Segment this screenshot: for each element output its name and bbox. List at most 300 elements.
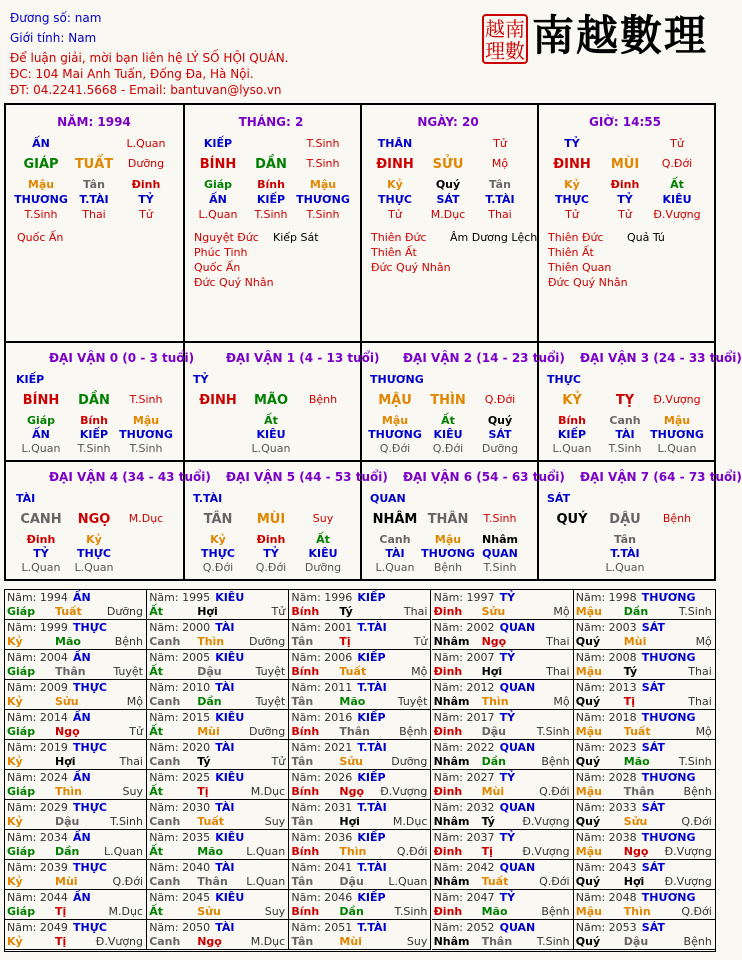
year-god: TỶ (499, 771, 516, 784)
year-can: Quý (575, 875, 601, 888)
year-can: Ất (149, 905, 163, 918)
year-can: Quý (575, 815, 601, 828)
year-chi: Mão (197, 845, 224, 858)
year-label: Năm: 2007 (433, 651, 495, 664)
year-star: Bệnh (683, 935, 712, 948)
year-god: THỰC (73, 681, 107, 694)
year-label: Năm: 2002 (433, 621, 495, 634)
year-can: Bính (291, 845, 320, 858)
dai-van-sub-star: L.Quan (552, 442, 592, 455)
year-cell (5, 890, 147, 920)
year-chi: Thân (197, 875, 228, 888)
year-star: Đ.Vượng (95, 935, 143, 948)
year-chi: Hợi (197, 605, 218, 618)
year-can: Đinh (433, 665, 463, 678)
dai-van-sub-star: Q.Đới (379, 442, 411, 455)
year-god: ẤN (73, 771, 91, 784)
year-label: Năm: 2034 (7, 831, 68, 844)
pillar-top-god: KIẾP (203, 137, 233, 150)
year-cell (147, 770, 289, 800)
year-label: Năm: 2041 (291, 861, 353, 874)
year-can: Giáp (7, 725, 36, 738)
pillar-hidden-stem: Giáp (203, 178, 233, 191)
dai-van-title: ĐẠI VẬN 1 (4 - 13 tuổi) (226, 351, 380, 365)
year-star: Thai (688, 695, 712, 708)
year-god: TÀI (215, 861, 235, 874)
dai-van-hidden-god: THƯƠNG (368, 428, 422, 441)
year-can: Quý (575, 755, 601, 768)
year-cell (289, 620, 431, 650)
year-cell (5, 860, 147, 890)
pillar-top-right: Tử (670, 137, 684, 150)
year-chi: Dần (623, 605, 649, 618)
dai-van-chi: THÌN (430, 393, 466, 408)
year-chi: Thân (339, 725, 370, 738)
year-star: Q.Đới (681, 815, 712, 828)
year-chi: Tị (623, 695, 636, 708)
year-star: Suy (264, 815, 286, 828)
year-star: Tử (271, 605, 286, 618)
year-star: T.Sinh (678, 605, 712, 618)
year-god: KIẾP (357, 591, 386, 604)
dai-van-hidden-god: THƯƠNG (421, 547, 475, 560)
year-star: L.Quan (104, 845, 143, 858)
year-star: Bệnh (399, 725, 428, 738)
pillar-can: ĐINH (553, 157, 591, 172)
year-star: Suy (264, 905, 286, 918)
year-god: THƯƠNG (641, 831, 696, 844)
dai-van-chi: NGỌ (77, 512, 111, 527)
year-god: TỶ (499, 591, 516, 604)
gender-line: Giới tính: Nam (10, 31, 97, 45)
year-god: SÁT (641, 741, 665, 754)
year-chi: Dậu (623, 935, 649, 948)
pillar-sub-star: T.Sinh (24, 208, 58, 221)
year-can: Tân (291, 635, 314, 648)
year-cell (147, 920, 289, 950)
year-god: THỰC (73, 741, 107, 754)
year-cell (574, 920, 716, 950)
year-star: Bệnh (114, 635, 143, 648)
year-god: QUAN (499, 681, 536, 694)
pillar-hidden-stem: Mậu (309, 178, 337, 191)
year-label: Năm: 2033 (575, 801, 637, 814)
year-can: Kỷ (7, 635, 23, 648)
pillar-title: GIỜ: 14:55 (589, 115, 661, 129)
year-can: Nhâm (433, 755, 470, 768)
year-label: Năm: 1998 (575, 591, 637, 604)
year-cell (5, 680, 147, 710)
year-star: Thai (546, 635, 570, 648)
year-chi: Tuất (623, 725, 651, 738)
dai-van-hidden-god: SÁT (488, 428, 512, 441)
dai-van-hidden-stem: Đinh (256, 533, 286, 546)
year-cell (574, 800, 716, 830)
year-god: TỶ (499, 831, 516, 844)
year-cell (289, 920, 431, 950)
year-chi: Thìn (623, 905, 651, 918)
year-chi: Thìn (481, 695, 509, 708)
year-cell (289, 800, 431, 830)
year-god: KIÊU (215, 831, 245, 844)
year-god: ẤN (73, 711, 91, 724)
dai-van-hidden-god: TỶ (263, 547, 279, 560)
dai-van-can: TÂN (203, 512, 233, 527)
year-cell (432, 680, 574, 710)
year-god: THỰC (73, 861, 107, 874)
year-can: Đinh (433, 845, 463, 858)
year-label: Năm: 2053 (575, 921, 637, 934)
pillar-hidden-god: THƯƠNG (14, 193, 68, 206)
year-label: Năm: 2049 (7, 921, 68, 934)
year-chi: Ngọ (481, 635, 507, 648)
year-label: Năm: 2009 (7, 681, 68, 694)
year-god: KIÊU (215, 771, 245, 784)
year-can: Giáp (7, 845, 36, 858)
year-god: THƯƠNG (641, 591, 696, 604)
pillar-can: ĐINH (376, 157, 414, 172)
pillar-top-right: L.Quan (126, 137, 166, 150)
dai-van-chi: MÙI (256, 512, 286, 527)
dai-van-hidden-stem: Ất (316, 533, 330, 546)
dai-van-hidden-god: KIÊU (256, 428, 286, 441)
dai-van-hidden-stem: Ất (441, 414, 455, 427)
dai-van-hidden-god: THƯƠNG (650, 428, 704, 441)
year-chi: Thìn (55, 785, 82, 798)
pillar-hidden-god: THỰC (378, 193, 412, 206)
year-god: THỰC (73, 621, 107, 634)
year-star: Thai (119, 755, 143, 768)
year-star: Tử (129, 725, 143, 738)
year-can: Ất (149, 845, 163, 858)
year-god: ẤN (73, 831, 91, 844)
year-label: Năm: 2015 (149, 711, 211, 724)
pillar-top-right: Tử (493, 137, 507, 150)
year-chi: Tị (55, 935, 67, 948)
year-god: TÀI (215, 921, 235, 934)
dai-van-chi: TỴ (615, 393, 635, 408)
dai-van-god: TỶ (193, 373, 209, 386)
year-chi: Dậu (55, 815, 80, 828)
pillar-right-star: Dưỡng (127, 157, 165, 170)
dai-van-sub-star: Q.Đới (255, 561, 287, 574)
year-chi: Mùi (623, 635, 647, 648)
pillar-right-star: Mộ (491, 157, 509, 170)
year-god: TỶ (499, 711, 516, 724)
year-cell (147, 800, 289, 830)
year-star: L.Quan (246, 875, 286, 888)
year-can: Kỷ (7, 815, 23, 828)
year-god: KIẾP (357, 831, 386, 844)
year-label: Năm: 2035 (149, 831, 211, 844)
year-chi: Tuất (55, 605, 82, 618)
yearly-table (4, 589, 716, 952)
dai-van-title: ĐẠI VẬN 6 (54 - 63 tuổi) (403, 470, 565, 484)
pillar-extra-star: Đức Quý Nhân (371, 261, 451, 274)
year-cell (5, 740, 147, 770)
year-god: TÀI (215, 681, 235, 694)
logo-text: 南越數理 (532, 11, 709, 60)
dai-van-hidden-stem: Kỷ (210, 533, 226, 546)
dai-van-title: ĐẠI VẬN 5 (44 - 53 tuổi) (226, 470, 388, 484)
year-label: Năm: 2025 (149, 771, 211, 784)
year-can: Ất (149, 725, 163, 738)
pillar-extra-star: Nguyệt Đức (194, 231, 259, 244)
year-god: KIÊU (215, 891, 245, 904)
year-god: THƯƠNG (641, 891, 696, 904)
year-can: Tân (291, 875, 314, 888)
pillar-hidden-god: TỶ (138, 193, 154, 206)
year-star: Mộ (695, 725, 712, 738)
pillar-sub-star: Tử (565, 208, 579, 221)
year-star: Tuyệt (113, 665, 143, 678)
year-can: Kỷ (7, 695, 23, 708)
year-star: L.Quan (388, 875, 428, 888)
year-cell (5, 920, 147, 950)
dai-van-god: TÀI (16, 492, 36, 505)
pillar-hidden-stem: Ất (670, 178, 684, 191)
year-cell (147, 740, 289, 770)
year-can: Nhâm (433, 875, 470, 888)
year-chi: Mùi (197, 725, 220, 738)
dai-van-hidden-god: TỶ (33, 547, 49, 560)
year-can: Giáp (7, 665, 36, 678)
pillar-sub-star: Đ.Vượng (653, 208, 701, 221)
year-label: Năm: 1996 (291, 591, 353, 604)
dai-van-can: BÍNH (22, 393, 60, 408)
year-cell (574, 890, 716, 920)
dai-van-can: QUÝ (556, 512, 588, 527)
year-chi: Tị (481, 845, 493, 858)
pillar-sub-star: L.Quan (198, 208, 238, 221)
dai-van-star: M.Dục (128, 512, 164, 525)
year-chi: Sửu (339, 755, 363, 768)
year-can: Bính (291, 725, 320, 738)
dai-van-hidden-god: ẤN (32, 428, 50, 441)
year-chi: Hợi (55, 755, 76, 768)
dai-van-god: SÁT (547, 492, 571, 505)
year-chi: Tị (55, 905, 67, 918)
dai-van-hidden-god: THỰC (201, 547, 235, 560)
year-label: Năm: 2047 (433, 891, 495, 904)
dai-van-sub-star: T.Sinh (483, 561, 517, 574)
year-cell (147, 590, 289, 620)
year-label: Năm: 2014 (7, 711, 68, 724)
dai-van-sub-star: T.Sinh (608, 442, 642, 455)
year-god: SÁT (641, 681, 665, 694)
year-god: QUAN (499, 741, 536, 754)
dai-van-star: Q.Đới (484, 393, 516, 406)
year-chi: Dậu (481, 725, 506, 738)
year-can: Quý (575, 935, 601, 948)
year-star: Mộ (553, 605, 570, 618)
year-can: Bính (291, 785, 320, 798)
dai-van-sub-star: Q.Đới (202, 561, 234, 574)
pillar-extra-star: Thiên Ất (548, 246, 594, 259)
year-can: Canh (149, 755, 181, 768)
year-chi: Sửu (55, 695, 79, 708)
year-cell (147, 860, 289, 890)
pillar-grid (4, 103, 742, 581)
year-label: Năm: 2046 (291, 891, 353, 904)
year-label: Năm: 2027 (433, 771, 495, 784)
dai-van-hidden-god: KIÊU (308, 547, 338, 560)
year-label: Năm: 2021 (291, 741, 353, 754)
year-cell (432, 740, 574, 770)
pillar-chi: DẦN (255, 157, 287, 172)
year-cell (574, 650, 716, 680)
year-cell (432, 590, 574, 620)
year-cell (574, 860, 716, 890)
year-god: TỶ (499, 651, 516, 664)
year-cell (147, 680, 289, 710)
year-star: Tuyệt (397, 695, 428, 708)
year-chi: Thân (55, 665, 86, 678)
dai-van-sub-star: Bệnh (433, 561, 463, 574)
year-cell (5, 710, 147, 740)
year-can: Canh (149, 935, 181, 948)
pillar-sub-star: Thai (82, 208, 106, 221)
year-label: Năm: 2042 (433, 861, 495, 874)
year-star: M.Dục (250, 935, 286, 948)
year-can: Tân (291, 935, 314, 948)
dai-van-sub-star: L.Quan (21, 442, 61, 455)
dai-van-chi: DẬU (609, 512, 641, 527)
year-cell (5, 770, 147, 800)
year-star: T.Sinh (678, 755, 712, 768)
dai-van-can: MẬU (378, 393, 412, 408)
year-star: Q.Đới (681, 905, 712, 918)
year-cell (432, 890, 574, 920)
owner-name: Đương số: nam (10, 11, 102, 25)
year-can: Mậu (575, 785, 602, 798)
dai-van-sub-star: Dưỡng (304, 561, 342, 574)
year-cell (432, 770, 574, 800)
dai-van-hidden-stem: Mậu (663, 414, 691, 427)
year-cell (574, 740, 716, 770)
year-star: Thai (546, 665, 570, 678)
year-label: Năm: 1999 (7, 621, 68, 634)
year-cell (289, 860, 431, 890)
year-can: Canh (149, 695, 181, 708)
year-cell (432, 620, 574, 650)
year-god: SÁT (641, 921, 665, 934)
dai-van-hidden-god: THỰC (77, 547, 111, 560)
dai-van-hidden-god: KIẾP (79, 428, 109, 441)
dai-van-title: ĐẠI VẬN 3 (24 - 33 tuổi) (580, 351, 742, 365)
year-can: Quý (575, 695, 601, 708)
year-chi: Sửu (623, 815, 648, 828)
year-can: Giáp (7, 905, 36, 918)
year-cell (147, 830, 289, 860)
year-chi: Mùi (481, 785, 505, 798)
dai-van-hidden-stem: Mậu (381, 414, 409, 427)
year-can: Mậu (575, 605, 602, 618)
pillar-hidden-stem: Quý (435, 178, 461, 191)
year-label: Năm: 2043 (575, 861, 637, 874)
year-label: Năm: 2004 (7, 651, 68, 664)
pillar-hidden-stem: Kỷ (564, 178, 580, 191)
logo-seal: 越南 理數 (482, 14, 528, 64)
dai-van-hidden-stem: Tân (614, 533, 636, 546)
year-cell (289, 680, 431, 710)
year-cell (147, 650, 289, 680)
pillar-chi: SỬU (432, 157, 464, 172)
year-label: Năm: 2017 (433, 711, 495, 724)
pillar-hidden-god: T.TÀI (79, 193, 109, 206)
year-star: T.Sinh (536, 725, 570, 738)
pillar-hidden-god: KIẾP (256, 193, 286, 206)
pillar-hidden-god: ẤN (209, 193, 227, 206)
dai-van-title: ĐẠI VẬN 4 (34 - 43 tuổi) (49, 470, 211, 484)
year-chi: Mão (623, 755, 650, 768)
dai-van-sub-star: T.Sinh (129, 442, 163, 455)
dai-van-star: T.Sinh (483, 512, 517, 525)
year-star: Bệnh (541, 905, 570, 918)
year-star: T.Sinh (536, 935, 570, 948)
dai-van-hidden-god: TÀI (385, 547, 405, 560)
year-can: Mậu (575, 905, 602, 918)
year-chi: Tý (481, 815, 495, 828)
year-label: Năm: 2012 (433, 681, 495, 694)
year-chi: Dần (197, 695, 222, 708)
dai-van-hidden-stem: Canh (609, 414, 641, 427)
year-label: Năm: 2051 (291, 921, 353, 934)
dai-van-hidden-stem: Ất (264, 414, 278, 427)
year-label: Năm: 1997 (433, 591, 495, 604)
dai-van-hidden-stem: Mậu (434, 533, 462, 546)
year-chi: Hợi (339, 815, 360, 828)
year-star: Tuyệt (255, 665, 286, 678)
pillar-extra-star: Thiên Quan (548, 261, 612, 274)
year-god: T.TÀI (357, 921, 387, 934)
pillar-extra-star-2: Kiếp Sát (273, 231, 319, 244)
pillar-sub-star: Thai (488, 208, 512, 221)
year-god: KIẾP (357, 771, 386, 784)
address-line: ĐC: 104 Mai Anh Tuấn, Đống Đa, Hà Nội. (10, 67, 254, 81)
year-can: Kỷ (7, 755, 23, 768)
year-label: Năm: 2031 (291, 801, 353, 814)
year-star: L.Quan (246, 845, 286, 858)
year-cell (432, 800, 574, 830)
year-can: Đinh (433, 785, 463, 798)
pillar-top-right: T.Sinh (306, 137, 340, 150)
pillar-right-star: Q.Đới (661, 157, 693, 170)
year-god: SÁT (641, 621, 665, 634)
pillar-hidden-god: THƯƠNG (296, 193, 350, 206)
year-can: Ất (149, 785, 163, 798)
pillar-extra-star: Thiên Đức (548, 231, 604, 244)
year-god: THƯƠNG (641, 711, 696, 724)
year-can: Nhâm (433, 815, 470, 828)
dai-van-sub-star: L.Quan (605, 561, 645, 574)
year-chi: Thìn (197, 635, 225, 648)
year-star: Dưỡng (249, 725, 286, 738)
year-label: Năm: 2036 (291, 831, 353, 844)
year-can: Canh (149, 875, 181, 888)
pillar-extra-star: Phúc Tinh (194, 246, 248, 259)
year-chi: Thân (623, 785, 655, 798)
dai-van-star: Đ.Vượng (653, 393, 701, 406)
pillar-hidden-god: T.TÀI (485, 193, 515, 206)
year-god: QUAN (499, 921, 536, 934)
dai-van-hidden-stem: Canh (379, 533, 411, 546)
year-can: Bính (291, 665, 320, 678)
pillar-extra-star-2: Quả Tú (627, 231, 665, 244)
year-cell (574, 710, 716, 740)
pillar-hidden-stem: Tân (83, 178, 105, 191)
pillar-can: BÍNH (199, 157, 237, 172)
